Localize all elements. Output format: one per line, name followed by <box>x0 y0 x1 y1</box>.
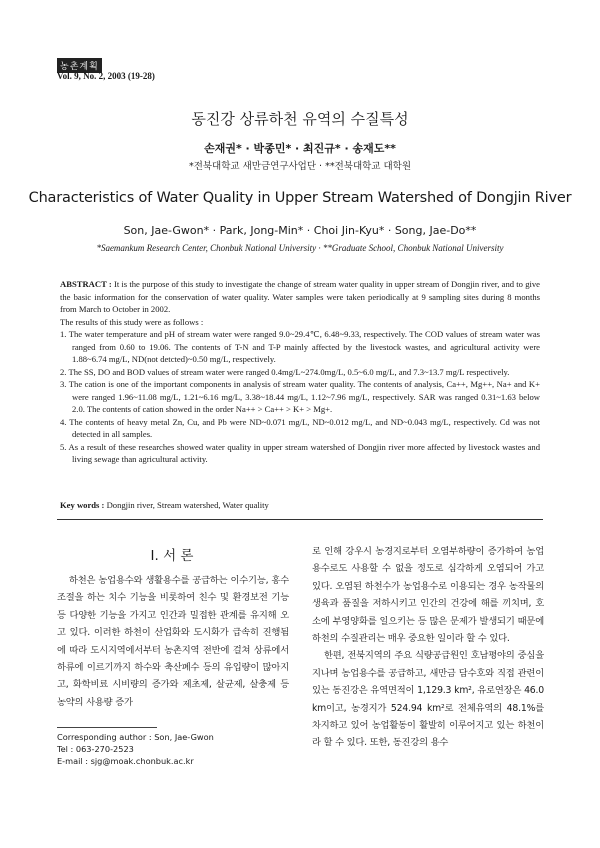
abstract-intro <box>60 278 540 316</box>
footnote-email: E-mail : sjg@moak.chonbuk.ac.kr <box>57 756 194 766</box>
footnote-tel: Tel : 063-270-2523 <box>57 744 134 754</box>
affiliation-english: *Saemankum Research Center, Chonbuk National University · **Graduate School, Chonbuk National University <box>96 243 504 253</box>
footnote-author: Corresponding author : Son, Jae-Gwon <box>57 732 214 742</box>
list-item: 5. As a result of these researches showed water quality in upper stream watershed of Dongjin river more affected by livestock wastes and living sewage than agricultural activity. <box>60 441 540 464</box>
section-heading-introduction: I. 서 론 <box>150 548 194 564</box>
list-item: 2. The SS, DO and BOD values of stream water were ranged 0.4mg/L~274.0mg/L, 0.5~6.0 mg/L, and 7.3~13.7 mg/L respectively. <box>60 366 510 377</box>
abstract <box>60 278 540 466</box>
left-column <box>57 572 289 711</box>
keywords-label: Key words : <box>60 500 105 510</box>
paragraph: 한편, 전북지역의 주요 식량공급원인 호남평야의 중심을 지나며 농업용수를 공급하고, 새만금 담수호와 직접 관련이 있는 동진강은 유역면적이 1,129.3 km², 유로연장은 46.0 km이고, 농경지가 524.94 km²로 전체유역의 48.1%를 차지하고 있어 농업활동이 활발히 이루어지고 있는 하천이라 할 수 있다. 또한, 동진강의 용수 <box>312 650 544 749</box>
title-korean: 동진강 상류하천 유역의 수질특성 <box>191 110 409 128</box>
title-english: Characteristics of Water Quality in Upper Stream Watershed of Dongjin River <box>28 190 572 206</box>
abstract-intro-text: It is the purpose of this study to investigate the change of stream water quality in upper stream of Dongjin river, and to give the basic information for the conservation of water quality. Water samples were taken periodically at 9 sampling sites during 8 months from March to October in 2002. <box>60 279 540 314</box>
divider <box>57 519 543 520</box>
list-item: 4. The contents of heavy metal Zn, Cu, and Pb were ND~0.071 mg/L, ND~0.012 mg/L, and ND~0.043 mg/L, respectively. Cd was not detected in all samples. <box>60 416 540 439</box>
authors-english: Son, Jae-Gwon* · Park, Jong-Min* · Choi Jin-Kyu* · Song, Jae-Do** <box>123 224 477 237</box>
abstract-results-list <box>60 328 540 466</box>
journal-volume: Vol. 9, No. 2, 2003 (19-28) <box>57 71 155 81</box>
keywords <box>60 500 540 510</box>
abstract-results-intro: The results of this study were as follows : <box>60 316 204 327</box>
journal-badge: 농촌계획 <box>57 58 102 73</box>
authors-korean: 손재권* · 박종민* · 최진규* · 송재도** <box>204 142 396 155</box>
footnote-divider <box>57 727 157 728</box>
paragraph: 하천은 농업용수와 생활용수를 공급하는 이수기능, 홍수조절을 하는 치수 기능을 비롯하여 친수 및 환경보전 기능 등 다양한 기능을 가지고 인간과 밀접한 관계를 유지해 오고 있다. 이러한 하천이 산업화와 도시화가 급속히 진행됨에 따라 도시지역에서부터 농촌지역 전반에 걸쳐 상류에서 하류에 이르기까지 하수와 축산폐수 등의 유입량이 많아지고, 화학비료 시비량의 증가와 제초제, 살균제, 살충제 등 농약의 사용량 증가 <box>57 575 289 708</box>
affiliation-korean: *전북대학교 새만금연구사업단 · **전북대학교 대학원 <box>188 161 412 172</box>
paragraph: 로 인해 강우시 농경지로부터 오염부하량이 증가하여 농업용수로도 사용할 수 없을 정도로 심각하게 오염되어 가고 있다. 오염된 하천수가 농업용수로 이용되는 경우 농작물의 생육과 품질을 저하시키고 인간의 건강에 해를 끼치며, 호소에 부영양화를 일으키는 등 많은 문제가 발생되기 때문에 하천의 수질관리는 매우 중요한 일이라 할 수 있다. <box>312 546 544 645</box>
list-item: 1. The water temperature and pH of stream water were ranged 9.0~29.4℃, 6.48~9.33, respectively. The COD values of stream water was ranged from 0.60 to 19.06. The contents of T-N and T-P mainly affected by the livestock wastes, and agricultural activity were 1.88~6.74 mg/L, ND(not detcted)~0.50 mg/L, respectively. <box>60 329 540 364</box>
right-column <box>312 543 544 752</box>
list-item: 3. The cation is one of the important components in analysis of stream water quality. The contents of analysis, Ca++, Mg++, Na+ and K+ were ranged 1.96~11.08 mg/L, 1.21~6.16 mg/L, 3.38~18.44 mg/L, 1.12~7.96 mg/L, respectively. SAR was ranged 0.31~1.63 below 2.0. The contents of cation showed in the order Na++ > Ca++ > K+ > Mg+. <box>60 379 540 414</box>
keywords-text: Dongjin river, Stream watershed, Water quality <box>106 500 269 510</box>
abstract-label: ABSTRACT : <box>60 279 112 289</box>
footnote <box>57 731 214 767</box>
